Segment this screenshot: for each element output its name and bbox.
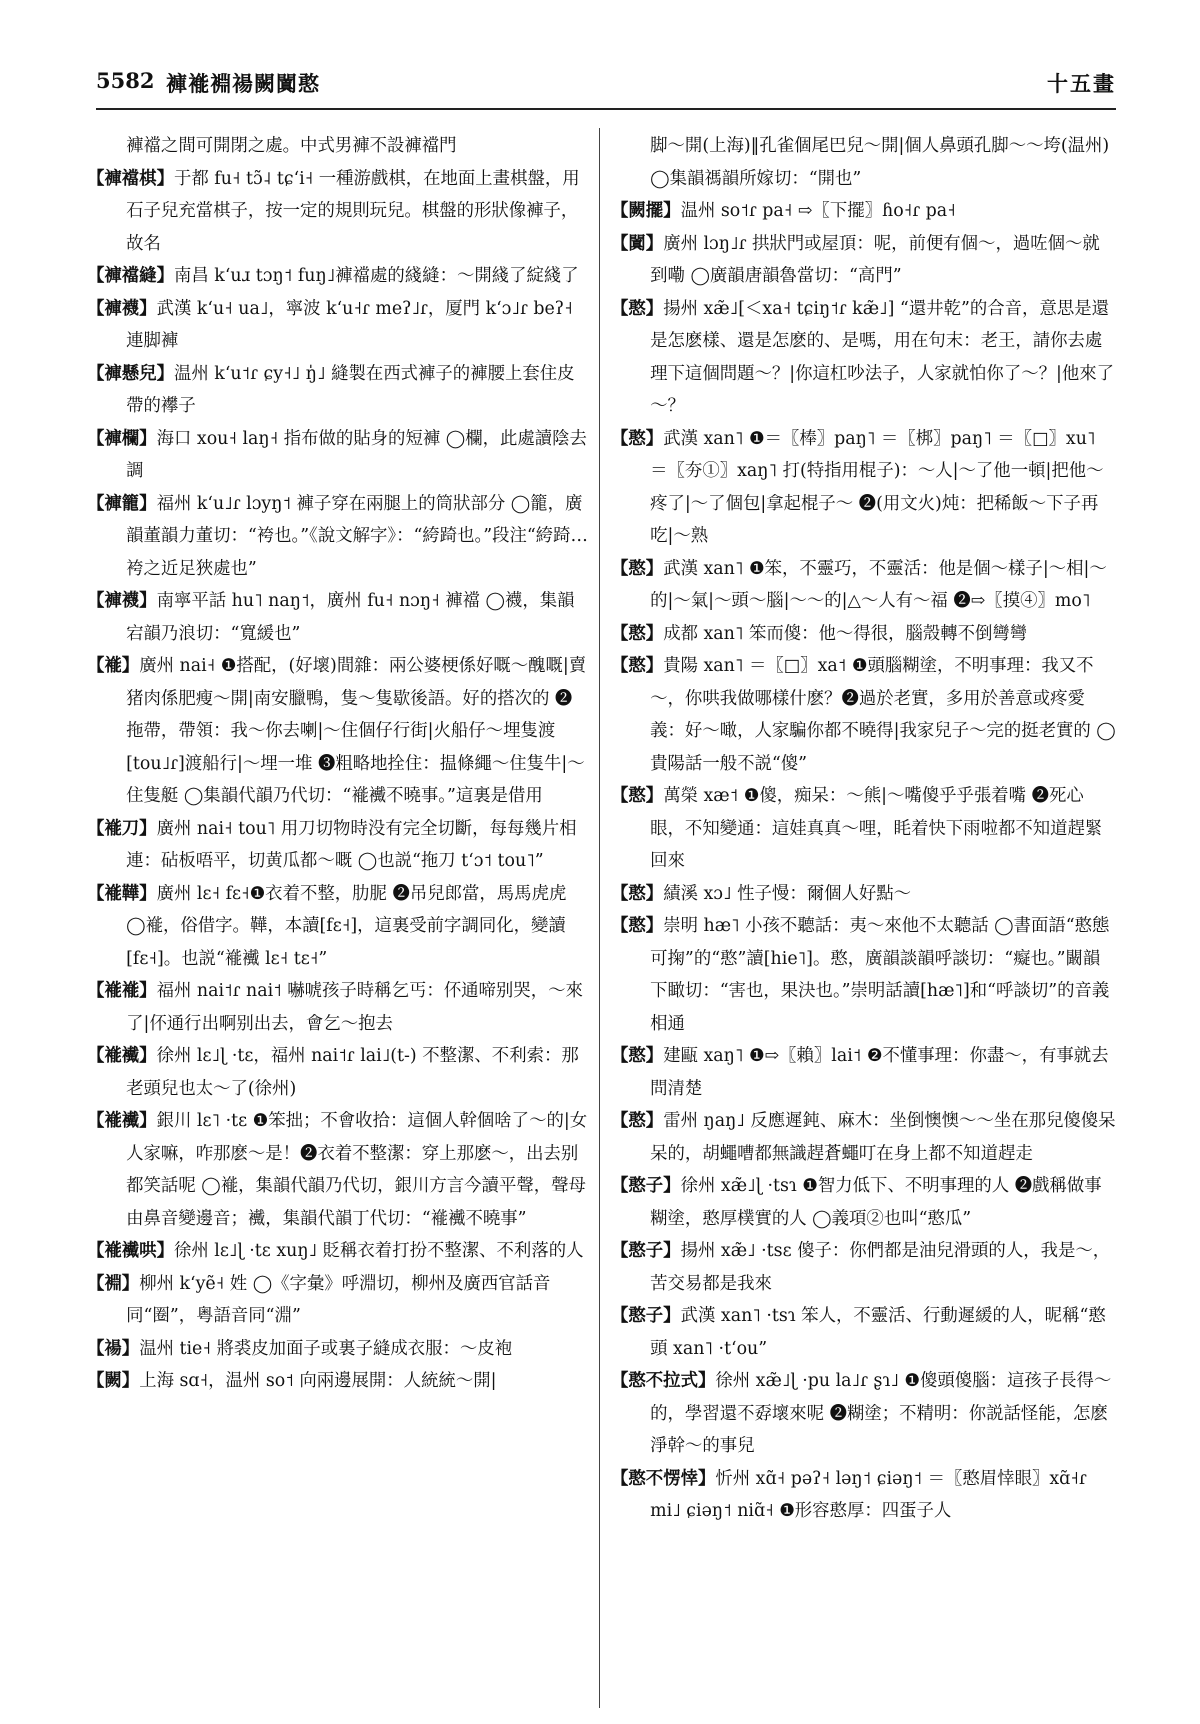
entry-headword: 【褦】 <box>87 656 140 676</box>
entry-text: 武漢 xan˥ ❶＝〖棒〗paŋ˥ ＝〖梆〗paŋ˥ ＝〖□〗xu˥ ＝〖夯①〗xaŋ˥ 打(特指用棍子)：～人|～了他一頓|把他～疼了|～了個包|拿起棍子～ ❷(用文火)炖：把稀飯～下子再吃|～熟 <box>650 428 1104 546</box>
dictionary-entry <box>87 975 589 1040</box>
dictionary-entry <box>87 1040 589 1105</box>
entry-headword: 【褲籠】 <box>87 493 157 514</box>
entry-headword: 【憨不愣悻】 <box>611 1468 716 1489</box>
entry-headword: 【憨】 <box>611 623 664 644</box>
entry-text: 廣州 lɛ˧ fɛ˧❶衣着不整，肋胒 ❷吊兒郎當，馬馬虎虎 ◯褦，俗借字。鞾，本讀[fɛ˧]，這裏受前字調同化，變讀[fɛ˧]。也説“褦襶 lɛ˧ tɛ˧” <box>126 883 567 969</box>
entry-text: 廣州 nai˧ ❶搭配，(好壞)間雜：兩公婆梗係好嘅～醜嘅|賣猪肉係肥瘦～開|南安臘鴨，隻～隻歇後語。好的搭次的 ❷拖帶，帶領：我～你去喇|～住個仔行街|火船仔～埋隻渡[tou˩ɾ]渡船行|～埋一堆 ❸粗略地拴住：揾條繩～住隻牛|～住隻艇 ◯集韻代韻乃代切：“褦襶不曉事。”這裏是借用 <box>126 656 587 806</box>
entry-headword: 【褦襶】 <box>87 1046 157 1066</box>
dictionary-entry <box>611 1170 1117 1235</box>
entry-text: 于都 fu˧ tɔ̃˨ tɕʻi˧ 一種游戲棋，在地面上畫棋盤，用石子兒充當棋子，按一定的規則玩兒。棋盤的形狀像褲子，故名 <box>126 168 580 254</box>
entry-text: 南寧平話 hu˥ naŋ˦，廣州 fu˧ nɔŋ˧ 褲襠 ◯襪，集韻宕韻乃浪切：“寬緩也” <box>126 591 575 644</box>
dictionary-entry <box>611 878 1117 911</box>
entry-text: 揚州 xæ̃˩ ·tsɛ 傻子：你們都是油兒滑頭的人，我是～，苦交易都是我來 <box>650 1241 1111 1294</box>
dictionary-entry <box>611 293 1117 423</box>
dictionary-entry <box>87 1235 589 1268</box>
entry-text: 雷州 ŋaŋ˩ 反應遲鈍、麻木：坐倒懊懊～～坐在那兒傻傻呆呆的，胡蠅嘈都無識趕蒼蠅叮在身上都不知道趕走 <box>650 1111 1116 1164</box>
dictionary-entry <box>87 163 589 261</box>
entry-headword: 【褦鞾】 <box>87 883 157 904</box>
page-header <box>96 60 1116 110</box>
entry-headword: 【褲襠棋】 <box>87 168 174 189</box>
dictionary-entry <box>87 130 589 163</box>
entry-text: 徐州 lɛ˩ɭ ·tɛ xuŋ˩ 貶稱衣着打扮不整潔、不利落的人 <box>173 1241 584 1261</box>
entry-headword: 【褲欄】 <box>87 428 157 449</box>
entry-text: 忻州 xɑ̃˧ pəʔ˧ ləŋ˦ ɕiəŋ˦ ＝〖憨眉悻眼〗xɑ̃˧ɾ mi˩ ɕiəŋ˦ niɑ̃˧ ❶形容憨厚：四蛋子人 <box>650 1468 1087 1521</box>
entry-text: 褲襠之間可開閉之處。中式男褲不設褲襠門 <box>126 136 457 156</box>
dictionary-entry <box>87 1268 589 1333</box>
page-number: 5582 <box>96 68 155 93</box>
dictionary-entry <box>87 1333 589 1366</box>
right-column <box>611 130 1117 1710</box>
dictionary-entry <box>611 1365 1117 1463</box>
entry-text: 南昌 kʻuɹ tɔŋ˦ fuŋ˩褲襠處的綫縫：～開綫了綻綫了 <box>173 266 579 286</box>
entry-text: 武漢 xan˥ ·tsɿ 笨人，不靈活、行動遲緩的人，昵稱“憨頭 xan˥ ·tʻou” <box>650 1306 1106 1359</box>
dictionary-entry <box>611 1235 1117 1300</box>
entry-text: 徐州 lɛ˩ɭ ·tɛ，福州 nai˦ɾ lai˩(t-) 不整潔、不利索：那老頭兒也太～了(徐州) <box>126 1046 579 1099</box>
entry-headword: 【褦襶】 <box>87 1111 157 1131</box>
dictionary-entry <box>611 1463 1117 1528</box>
entry-text: 廣州 lɔŋ˩ɾ 拱狀門或屋頂：呢，前便有個～，過咗個～就到嘞 ◯廣韻唐韻魯當切：“高門” <box>650 233 1100 286</box>
entry-headword: 【褦褦】 <box>87 981 157 1001</box>
section-label: 十五畫 <box>1047 71 1116 96</box>
entry-text: 成都 xan˥ 笨而傻：他～得很，腦殼轉不倒彎彎 <box>663 623 1028 644</box>
running-headwords: 褲褦裫禓闕闐憨 <box>166 71 320 96</box>
dictionary-entry <box>611 780 1117 878</box>
entry-headword: 【憨】 <box>611 298 664 319</box>
left-column <box>87 130 589 1710</box>
entry-text: 揚州 xæ̃˩[＜xa˧ tɕiŋ˦ɾ kæ̃˩] “還井乾”的合音，意思是還是怎麽樣、還是怎麽的、是嗎，用在句末：老王，請你去處理下這個問題～？|你這杠吵法子，人家就怕你了～？|他來了～？ <box>650 298 1115 416</box>
entry-text: 績溪 xɔ˩ 性子慢：爾個人好點～ <box>663 883 912 904</box>
entry-text: 建甌 xaŋ˥ ❶⇨〖賴〗lai˦ ❷不懂事理：你盡～，有事就去問清楚 <box>650 1046 1109 1099</box>
entry-text: 上海 sɑ˧，温州 so˦ 向兩邊展開：人統統～開| <box>139 1371 497 1391</box>
entry-text: 崇明 hæ˥ 小孩不聽話：夷～來他不太聽話 ◯書面語“憨態可掬”的“憨”讀[hie˥]。憨，廣韻談韻呼談切：“癡也。”闞韻下瞰切：“害也，果決也。”崇明話讀[hæ˥]和“呼談切”的音義相通 <box>650 916 1110 1034</box>
entry-text: 温州 so˦ɾ pa˧ ⇨〖下擺〗ɦo˧ɾ pa˧ <box>680 201 956 221</box>
dictionary-entry <box>87 1365 589 1398</box>
dictionary-entry <box>87 585 589 650</box>
entry-text: 脚～開(上海)‖孔雀個尾巴兒～開|個人鼻頭孔脚～～垮(温州) ◯集韻禡韻所嫁切：“開也” <box>650 136 1110 189</box>
dictionary-entry <box>611 1105 1117 1170</box>
entry-text: 廣州 nai˧ tou˥ 用刀切物時没有完全切斷，每每幾片相連：砧板唔平，切黄瓜都～嘅 ◯也説“拖刀 tʻɔ˦ tou˥” <box>126 818 577 871</box>
entry-text: 柳州 kʻyẽ˧ 姓 ◯《字彙》呼淵切，柳州及廣西官話音同“圈”，粤語音同“淵” <box>126 1273 551 1326</box>
entry-headword: 【闕】 <box>87 1371 140 1391</box>
entry-headword: 【憨】 <box>611 428 664 449</box>
dictionary-entry <box>87 878 589 976</box>
entry-text: 徐州 xæ̃˩ɭ ·pu la˩ɾ ʂɿ˩ ❶傻頭傻腦：這孩子長得～的，學習還不孬壞來呢 ❷糊塗；不精明：你説話怪能，怎麽淨幹～的事兒 <box>650 1371 1112 1456</box>
dictionary-entry <box>611 553 1117 618</box>
entry-text: 海口 xou˧ laŋ˧ 指布做的貼身的短褲 ◯欄，此處讀陰去調 <box>126 428 587 481</box>
entry-text: 貴陽 xan˥ ＝〖□〗xa˦ ❶頭腦糊塗，不明事理：我又不～，你哄我做哪樣什麽？❷過於老實，多用於善意或疼愛義：好～噉，人家騙你都不曉得|我家兒子～完的挺老實的 ◯貴陽話一般不説“傻” <box>650 656 1116 774</box>
entry-headword: 【憨不拉式】 <box>611 1371 716 1391</box>
dictionary-entry <box>611 1040 1117 1105</box>
entry-headword: 【裫】 <box>87 1273 140 1294</box>
entry-headword: 【褲襪】 <box>87 591 157 611</box>
entry-headword: 【憨】 <box>611 916 664 936</box>
dictionary-entry <box>611 423 1117 553</box>
entry-headword: 【褲襠縫】 <box>87 266 174 286</box>
dictionary-entry <box>611 618 1117 651</box>
dictionary-entry <box>87 358 589 423</box>
dictionary-entry <box>87 1105 589 1235</box>
dictionary-entry <box>611 130 1117 195</box>
entry-headword: 【褲懸兒】 <box>87 363 174 384</box>
dictionary-entry <box>87 488 589 586</box>
dictionary-entry <box>87 293 589 358</box>
entry-headword: 【憨子】 <box>611 1306 681 1326</box>
entry-text: 温州 tie˧ 將裘皮加面子或裏子縫成衣服：～皮袍 <box>139 1338 513 1359</box>
entry-headword: 【憨】 <box>611 656 664 676</box>
entry-headword: 【禓】 <box>87 1338 140 1359</box>
entry-text: 萬榮 xæ˦ ❶傻，痴呆：～熊|～嘴傻乎乎張着嘴 ❷死心眼，不知變通：這娃真真～哩，眊着快下雨啦都不知道趕緊回來 <box>650 786 1103 871</box>
column-divider <box>599 128 600 1708</box>
entry-text: 銀川 lɛ˥ ·tɛ ❶笨拙；不會收拾：這個人幹個啥了～的|女人家嘛，咋那麽～是！❷衣着不整潔：穿上那麽～，出去别都笑話呢 ◯褦，集韻代韻乃代切，銀川方言今讀平聲，聲母由鼻音變邊音；襶，集韻代韻丁代切：“褦襶不曉事” <box>126 1111 588 1229</box>
dictionary-entry <box>611 195 1117 228</box>
entry-headword: 【憨子】 <box>611 1176 681 1196</box>
entry-text: 温州 kʻu˦ɾ ɕy˧˩ ŋ̍˩ 縫製在西式褲子的褲腰上套住皮帶的襻子 <box>126 363 575 416</box>
entry-text: 武漢 xan˥ ❶笨，不靈巧，不靈活：他是個～樣子|～相|～的|～氣|～頭～腦|～～的|△～人有～福 ❷⇨〖摸④〗mo˥ <box>650 558 1107 611</box>
entry-text: 徐州 xæ̃˩ɭ ·tsɿ ❶智力低下、不明事理的人 ❷戲稱做事糊塗，憨厚樸實的人 ◯義項②也叫“憨瓜” <box>650 1176 1102 1229</box>
dictionary-entry <box>87 423 589 488</box>
dictionary-entry <box>87 813 589 878</box>
entry-headword: 【憨】 <box>611 558 664 579</box>
entry-headword: 【憨】 <box>611 1046 664 1066</box>
entry-headword: 【憨子】 <box>611 1241 681 1261</box>
entry-text: 福州 kʻu˩ɾ lɔyŋ˦ 褲子穿在兩腿上的筒狀部分 ◯籠，廣韻董韻力董切：“袴也。”《說文解字》：“絝踦也。”段注“絝踦…袴之近足狹處也” <box>126 493 588 579</box>
entry-text: 武漢 kʻu˧ ua˩，寧波 kʻu˧ɾ meʔ˩ɾ，厦門 kʻɔ˩ɾ beʔ˧ 連脚褲 <box>126 298 573 351</box>
entry-text: 福州 nai˦ɾ nai˦ 嚇唬孩子時稱乞丐：伓通啼别哭，～來了|伓通行出啊别出去，會乞～抱去 <box>126 981 583 1034</box>
dictionary-entry <box>87 650 589 813</box>
dictionary-entry <box>611 1300 1117 1365</box>
dictionary-entry <box>611 650 1117 780</box>
dictionary-entry <box>87 260 589 293</box>
entry-headword: 【憨】 <box>611 883 664 904</box>
entry-headword: 【褲襪】 <box>87 298 157 319</box>
entry-headword: 【褦刀】 <box>87 818 157 839</box>
dictionary-entry <box>611 228 1117 293</box>
entry-headword: 【憨】 <box>611 786 664 806</box>
entry-headword: 【闕擺】 <box>611 201 681 221</box>
entry-headword: 【褦襶哄】 <box>87 1241 174 1261</box>
dictionary-entry <box>611 910 1117 1040</box>
entry-headword: 【憨】 <box>611 1111 664 1131</box>
entry-headword: 【闐】 <box>611 233 664 254</box>
